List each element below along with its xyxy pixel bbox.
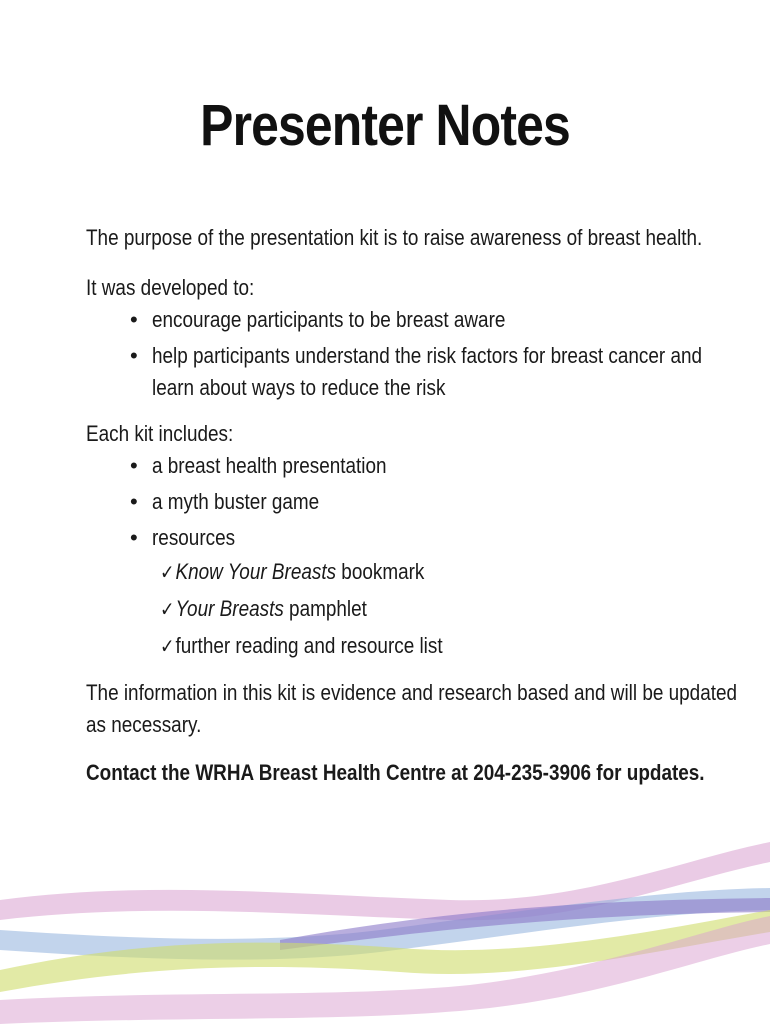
list-item-text: a myth buster game bbox=[152, 489, 320, 514]
resource-title: Your Breasts bbox=[175, 596, 284, 621]
check-item-text bbox=[160, 593, 367, 626]
list-item bbox=[130, 486, 726, 518]
intro-paragraph bbox=[86, 222, 726, 254]
decorative-waves bbox=[0, 820, 770, 1024]
kit-lead-text: Each kit includes: bbox=[86, 421, 234, 446]
resource-type: bookmark bbox=[336, 559, 425, 584]
bullet-icon: • bbox=[130, 307, 138, 332]
check-item bbox=[160, 556, 726, 589]
closing-line-1: The information in this kit is evidence and research based and will be updated bbox=[86, 680, 738, 705]
list-item-text: help participants understand the risk factors for breast cancer and bbox=[152, 343, 703, 368]
list-item-text-continued: learn about ways to reduce the risk bbox=[152, 375, 446, 400]
developed-lead bbox=[86, 272, 726, 304]
resource-type: pamphlet bbox=[283, 596, 367, 621]
list-item-text: encourage participants to be breast aware bbox=[152, 307, 506, 332]
check-item bbox=[160, 630, 726, 663]
bullet-icon: • bbox=[130, 343, 138, 368]
developed-lead-text: It was developed to: bbox=[86, 275, 255, 300]
checkmark-icon: ✓ bbox=[160, 562, 175, 584]
checkmark-icon: ✓ bbox=[160, 636, 175, 658]
list-item bbox=[130, 522, 726, 663]
check-item-text bbox=[160, 630, 443, 663]
developed-list bbox=[86, 304, 726, 404]
closing-line-2: as necessary. bbox=[86, 712, 202, 737]
notes-body bbox=[86, 222, 738, 789]
resource-title: Know Your Breasts bbox=[175, 559, 337, 584]
list-item bbox=[130, 450, 726, 482]
intro-text: The purpose of the presentation kit is to raise awareness of breast health. bbox=[86, 225, 703, 250]
kit-lead bbox=[86, 418, 726, 450]
page-title: Presenter Notes bbox=[200, 93, 570, 158]
bullet-icon: • bbox=[130, 489, 138, 514]
resources-list bbox=[152, 556, 726, 663]
list-item bbox=[130, 304, 726, 336]
check-item bbox=[160, 593, 726, 626]
resource-type: further reading and resource list bbox=[175, 633, 443, 658]
checkmark-icon: ✓ bbox=[160, 599, 175, 621]
list-item-text: a breast health presentation bbox=[152, 453, 387, 478]
check-item-text bbox=[160, 556, 424, 589]
contact-text: Contact the WRHA Breast Health Centre at 204-235-3906 for updates. bbox=[86, 760, 705, 785]
closing-paragraph bbox=[86, 677, 738, 741]
kit-list bbox=[86, 450, 726, 663]
contact-line bbox=[86, 757, 726, 789]
list-item-text: resources bbox=[152, 525, 236, 550]
bullet-icon: • bbox=[130, 453, 138, 478]
bullet-icon: • bbox=[130, 525, 138, 550]
list-item bbox=[130, 340, 726, 404]
